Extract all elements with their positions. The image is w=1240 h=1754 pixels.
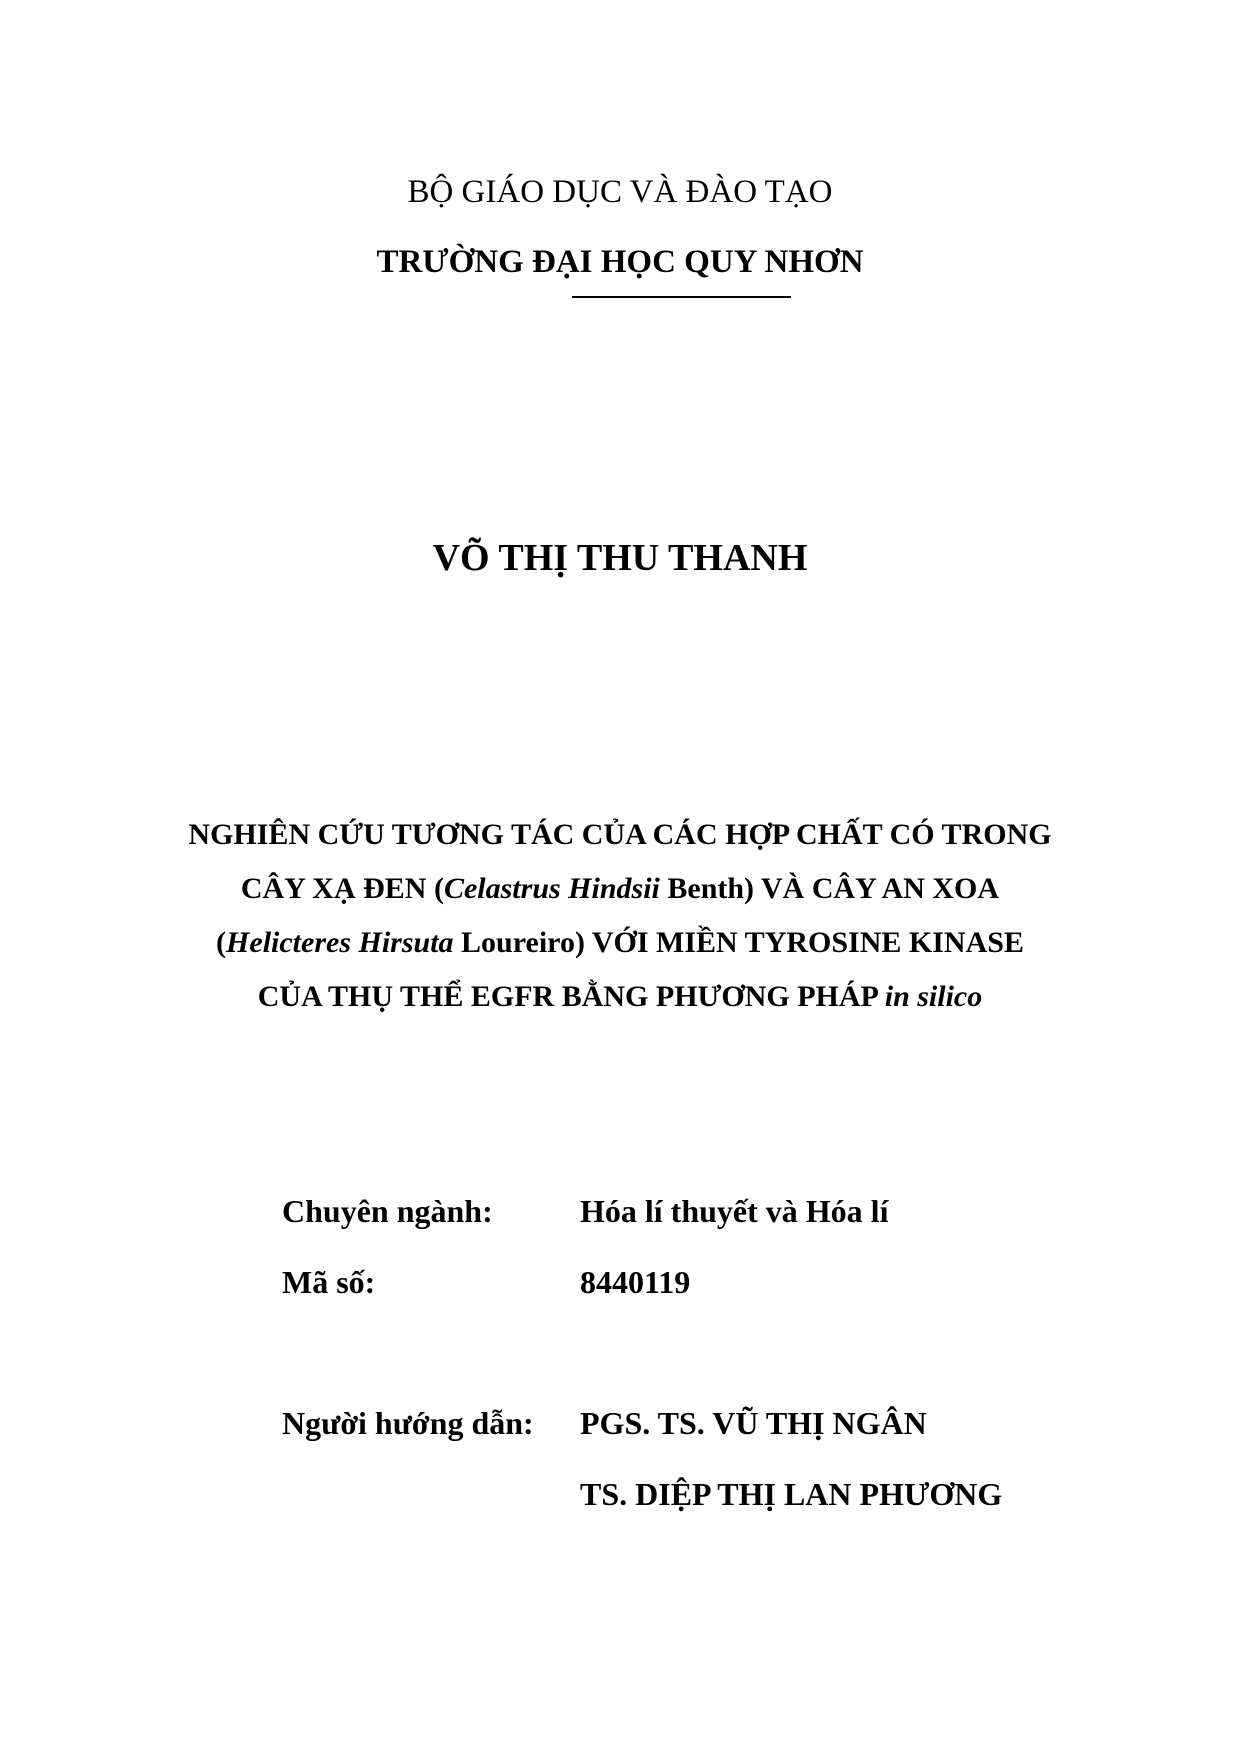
header-underline — [572, 296, 791, 298]
species-name: Celastrus Hindsii — [443, 872, 660, 905]
title-text: NGHIÊN CỨU TƯƠNG TÁC CỦA CÁC HỢP CHẤT CÓ TRONG — [188, 818, 1052, 851]
title-line-2 — [150, 862, 1090, 916]
supervisor-1: PGS. TS. VŨ THỊ NGÂN — [580, 1405, 927, 1441]
code-value: 8440119 — [580, 1264, 691, 1300]
species-name: Helicteres Hirsuta — [226, 926, 454, 959]
title-text: CÂY XẠ ĐEN ( — [240, 872, 444, 905]
supervisor-label: Người hướng dẫn: — [282, 1405, 534, 1441]
title-line-4 — [150, 970, 1090, 1024]
major-label: Chuyên ngành: — [282, 1193, 493, 1229]
method-term: in silico — [884, 980, 983, 1013]
thesis-title — [150, 808, 1090, 1024]
university-name: TRƯỜNG ĐẠI HỌC QUY NHƠN — [376, 244, 864, 280]
title-line-1 — [150, 808, 1090, 862]
major-value: Hóa lí thuyết và Hóa lí — [580, 1193, 889, 1229]
title-text: Benth) VÀ CÂY AN XOA — [659, 872, 1000, 905]
ministry-name: BỘ GIÁO DỤC VÀ ĐÀO TẠO — [407, 174, 833, 210]
title-text: Loureiro) VỚI MIỀN TYROSINE KINASE — [453, 926, 1024, 959]
author-name: VÕ THỊ THU THANH — [432, 537, 808, 579]
title-line-3 — [150, 916, 1090, 970]
title-text: ( — [216, 926, 227, 959]
code-label: Mã số: — [282, 1264, 376, 1300]
title-text: CỦA THỤ THỂ EGFR BẰNG PHƯƠNG PHÁP — [257, 980, 885, 1013]
supervisor-2: TS. DIỆP THỊ LAN PHƯƠNG — [580, 1476, 1003, 1512]
